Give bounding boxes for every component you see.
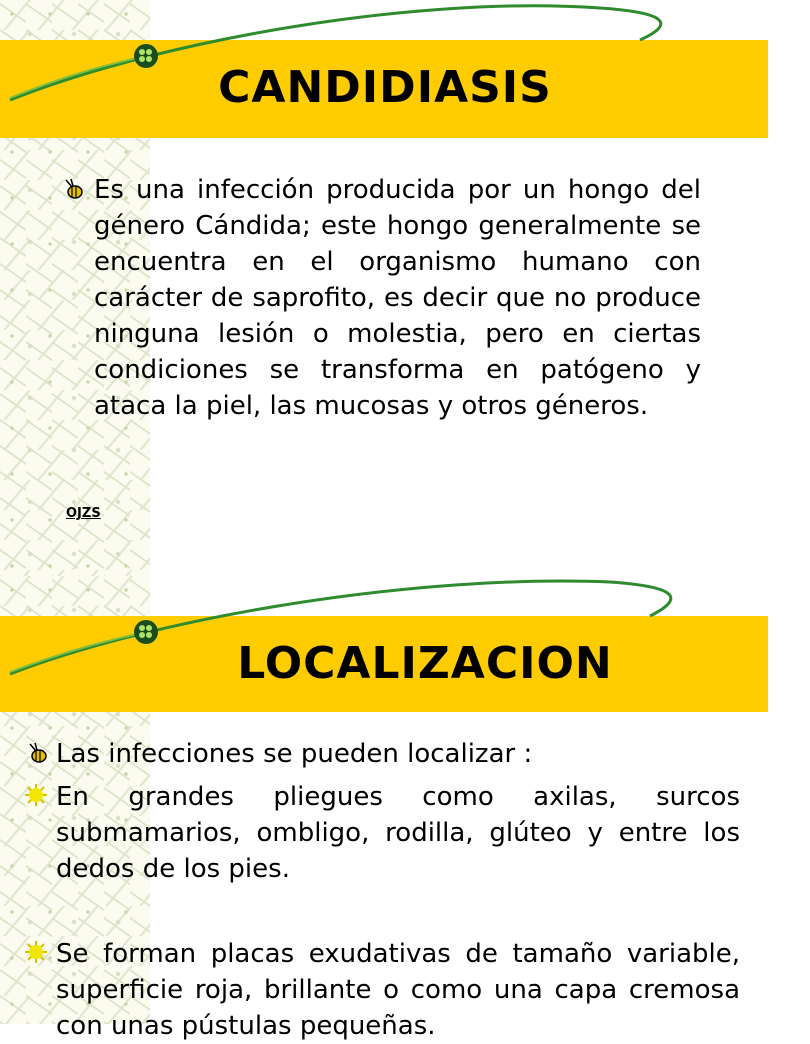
author-footnote: OJZS	[66, 506, 101, 521]
definition-paragraph: Es una infección producida por un hongo del género Cándida; este hongo generalmente se encuentra en el organismo humano con carácter de saprofito, es decir que no produce ninguna lesión o molestia, pero en ciertas condiciones se transforma en patógeno y ataca la piel, las mucosas y otros géneros.	[94, 175, 701, 421]
bee-icon	[26, 742, 48, 764]
bee-icon	[62, 178, 84, 200]
sun-icon	[24, 940, 48, 964]
list-item: En grandes pliegues como axilas, surcos submamarios, ombligo, rodilla, glúteo y entre los dedos de los pies.	[56, 782, 740, 884]
slide-localizacion	[0, 576, 768, 1041]
page-title: CANDIDIASIS	[218, 62, 552, 113]
list-item: Se forman placas exudativas de tamaño variable, superficie roja, brillante o como una capa cremosa con unas pústulas pequeñas.	[56, 939, 740, 1041]
intro-text: Las infecciones se pueden localizar :	[56, 739, 533, 769]
section-title: LOCALIZACION	[237, 638, 613, 689]
sun-icon	[24, 783, 48, 807]
